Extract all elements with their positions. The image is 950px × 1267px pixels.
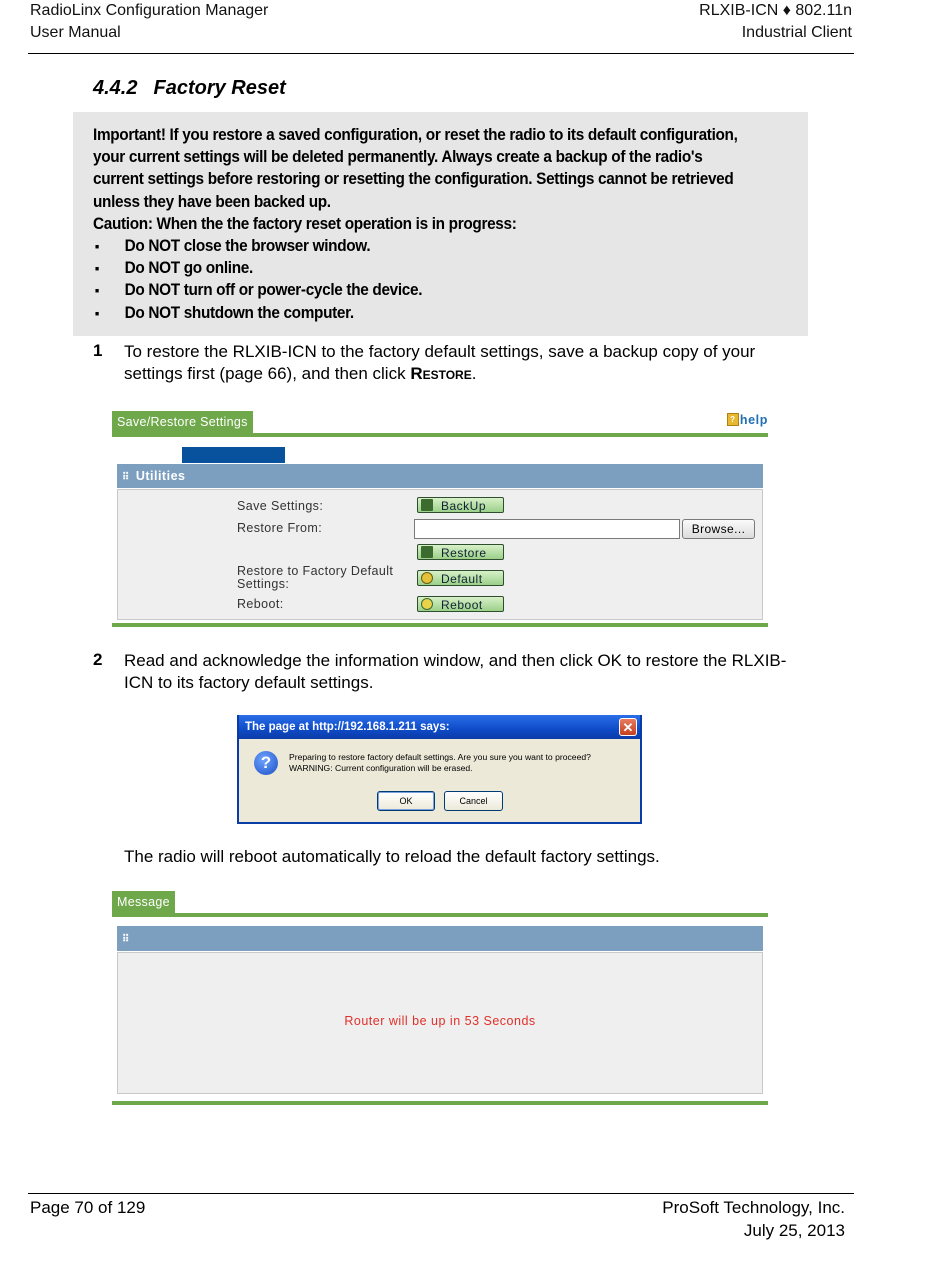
dialog-message: [289, 752, 634, 774]
factory-default-label: [237, 565, 393, 591]
confirm-dialog: [237, 715, 642, 824]
question-icon: ?: [254, 751, 278, 775]
utilities-title: Utilities: [135, 469, 186, 483]
header-divider: [28, 53, 854, 54]
help-link[interactable]: [727, 413, 768, 427]
header-doc-type: User Manual: [30, 24, 121, 41]
message-tab[interactable]: Message: [112, 891, 175, 913]
ok-button[interactable]: OK: [377, 791, 435, 811]
section-title: Factory Reset: [153, 77, 286, 99]
page-number: Page 70 of 129: [30, 1198, 146, 1217]
footer-divider: [28, 1193, 854, 1194]
restore-from-label: Restore From:: [237, 521, 323, 535]
browse-button[interactable]: Browse...: [682, 519, 755, 539]
panel-bottom-border: [112, 623, 768, 627]
utilities-bar: [117, 464, 763, 488]
list-item: ▪ Do NOT close the browser window.: [93, 235, 744, 257]
help-icon: ?: [727, 413, 739, 426]
help-label: help: [739, 413, 768, 427]
router-countdown: Router will be up in 53 Seconds: [344, 1014, 536, 1028]
list-item: ▪ Do NOT shutdown the computer.: [93, 302, 744, 324]
step-2-text: Read and acknowledge the information window, and then click OK to restore the RLXIB-ICN to its factory default settings.: [124, 651, 787, 692]
caution-text: Caution: When the the factory reset operation is in progress:: [93, 214, 517, 233]
step-2-number: 2: [93, 650, 103, 669]
restore-button-label: Restore: [441, 546, 487, 560]
factory-label-line2: Settings:: [237, 577, 290, 591]
dialog-warning-line: WARNING: Current configuration will be erased.: [289, 763, 473, 773]
header-left: [30, 0, 268, 44]
default-icon: [421, 572, 433, 584]
step-1-end: .: [471, 364, 477, 383]
panel-top-border: [112, 913, 768, 917]
company-name: ProSoft Technology, Inc.: [662, 1198, 845, 1217]
important-note: [73, 112, 808, 336]
power-icon: [421, 598, 433, 610]
message-bar: [117, 926, 763, 951]
save-restore-tab[interactable]: Save/Restore Settings: [112, 411, 253, 433]
default-button[interactable]: [417, 570, 504, 586]
header-category: Industrial Client: [741, 24, 852, 41]
reboot-label: Reboot:: [237, 597, 284, 611]
section-number: 4.4.2: [93, 77, 138, 99]
dialog-message-line1: Preparing to restore factory default settings. Are you sure you want to proceed?: [289, 752, 591, 762]
reboot-button-label: Reboot: [441, 598, 483, 612]
header-product: RadioLinx Configuration Manager: [30, 2, 269, 19]
close-icon[interactable]: ✕: [619, 718, 637, 736]
section-heading: [93, 77, 286, 100]
step-1-text: [124, 341, 794, 385]
step-1-number: 1: [93, 341, 103, 360]
important-text: Important! If you restore a saved configuration, or reset the radio to its default configuration, your current settings will be deleted permanently. Always create a backup of the radio's current settings before restoring or resetting the configuration. Settings cannot be retrieved unless they have been backed up.: [93, 126, 738, 211]
grid-icon: ⠿: [122, 472, 130, 483]
reboot-button[interactable]: [417, 596, 504, 612]
caution-list: [93, 235, 744, 324]
list-item: ▪ Do NOT turn off or power-cycle the device.: [93, 279, 744, 301]
restore-keyword: Restore: [410, 364, 472, 383]
default-button-label: Default: [441, 572, 483, 586]
footer-right: [662, 1196, 845, 1242]
grid-icon: ⠿: [122, 934, 130, 945]
step-1-body: To restore the RLXIB-ICN to the factory default settings, save a backup copy of your settings first (page 66), and then click: [124, 342, 756, 383]
restore-button[interactable]: [417, 544, 504, 560]
backup-button[interactable]: [417, 497, 504, 513]
nav-highlight: [182, 447, 285, 463]
publish-date: July 25, 2013: [743, 1221, 845, 1240]
backup-button-label: BackUp: [441, 499, 487, 513]
dialog-titlebar: [239, 715, 640, 739]
cancel-button[interactable]: Cancel: [444, 791, 503, 811]
restore-icon: [421, 546, 433, 558]
list-item: ▪ Do NOT go online.: [93, 257, 744, 279]
dialog-title: The page at http://192.168.1.211 says:: [245, 721, 450, 733]
factory-label-line1: Restore to Factory Default: [237, 564, 394, 578]
header-model: RLXIB-ICN ♦ 802.11n: [699, 2, 852, 19]
save-restore-panel: [112, 411, 768, 629]
restore-file-input[interactable]: [414, 519, 680, 539]
panel-top-border: [112, 433, 768, 437]
panel-bottom-border: [112, 1101, 768, 1105]
backup-icon: [421, 499, 433, 511]
header-right: [699, 0, 852, 44]
save-settings-label: Save Settings:: [237, 499, 324, 513]
reboot-note: The radio will reboot automatically to reload the default factory settings.: [124, 847, 660, 866]
message-panel: [112, 891, 768, 1107]
